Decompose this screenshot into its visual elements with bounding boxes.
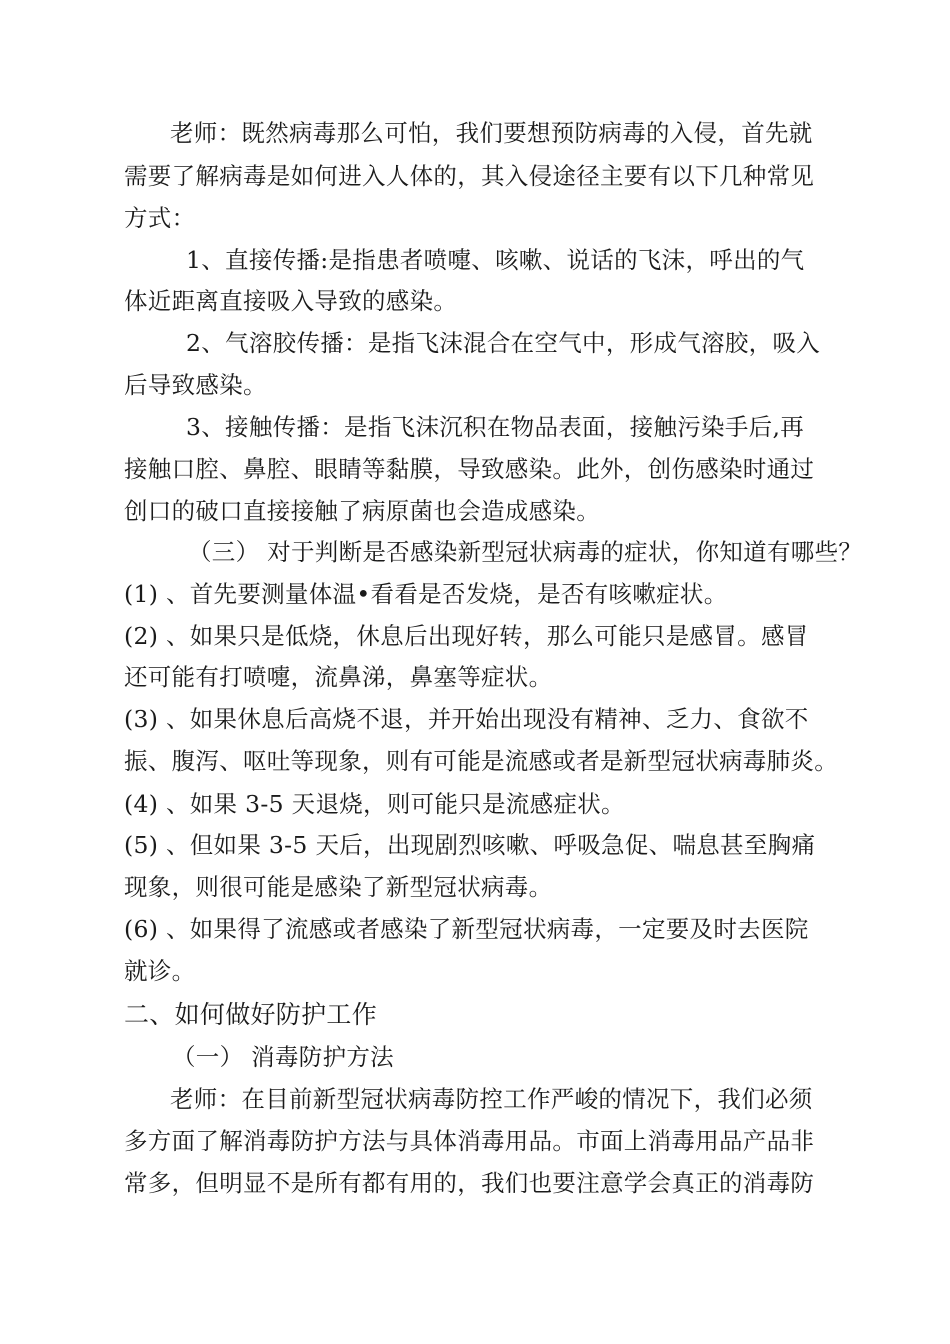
section-two-heading: 二、如何做好防护工作 [124,1000,378,1029]
route-2-line-1: 2、气溶胶传播：是指飞沫混合在空气中，形成气溶胶，吸入 [186,329,821,357]
symptom-2-line-1: (2) 、如果只是低烧，休息后出现好转，那么可能只是感冒。感冒 [124,622,809,650]
symptom-2-line-2: 还可能有打喷嚏，流鼻涕，鼻塞等症状。 [124,663,553,691]
symptom-3-line-2: 振、腹泻、呕吐等现象，则有可能是流感或者是新型冠状病毒肺炎。 [124,747,838,775]
teacher-intro-line-2: 需要了解病毒是如何进入人体的，其入侵途径主要有以下几种常见 [124,162,815,190]
symptom-5-line-2: 现象，则很可能是感染了新型冠状病毒。 [124,873,553,901]
teacher-disinfect-line-1: 老师：在目前新型冠状病毒防控工作严峻的情况下，我们必须 [170,1085,813,1113]
teacher-intro-line-3: 方式： [124,204,196,232]
teacher-intro-line-1: 老师：既然病毒那么可怕，我们要想预防病毒的入侵，首先就 [170,119,813,147]
route-3-line-1: 3、接触传播：是指飞沫沉积在物品表面，接触污染手后,再 [186,413,805,441]
symptom-5-line-1: (5) 、但如果 3-5 天后，出现剧烈咳嗽、呼吸急促、喘息甚至胸痛 [124,831,816,859]
symptom-6-line-2: 就诊。 [124,957,196,985]
symptom-6-line-1: (6) 、如果得了流感或者感染了新型冠状病毒，一定要及时去医院 [124,915,809,943]
symptom-4-line-1: (4) 、如果 3-5 天退烧，则可能只是流感症状。 [124,790,625,818]
symptom-3-line-1: (3) 、如果休息后高烧不退，并开始出现没有精神、乏力、食欲不 [124,705,809,733]
route-3-line-2: 接触口腔、鼻腔、眼睛等黏膜，导致感染。此外，创伤感染时通过 [124,455,815,483]
section-three-heading: （三） 对于判断是否感染新型冠状病毒的症状，你知道有哪些？ [188,538,863,566]
route-1-line-1: 1、直接传播:是指患者喷嚏、咳嗽、说话的飞沫，呼出的气 [186,246,805,274]
symptom-1-line-1: (1) 、首先要测量体温•看看是否发烧，是否有咳嗽症状。 [124,580,728,608]
teacher-disinfect-line-2: 多方面了解消毒防护方法与具体消毒用品。市面上消毒用品产品非 [124,1127,815,1155]
section-two-subheading: （一） 消毒防护方法 [172,1043,394,1071]
route-2-line-2: 后导致感染。 [124,371,267,399]
teacher-disinfect-line-3: 常多，但明显不是所有都有用的，我们也要注意学会真正的消毒防 [124,1169,815,1197]
route-3-line-3: 创口的破口直接接触了病原菌也会造成感染。 [124,497,600,525]
route-1-line-2: 体近距离直接吸入导致的感染。 [124,287,458,315]
